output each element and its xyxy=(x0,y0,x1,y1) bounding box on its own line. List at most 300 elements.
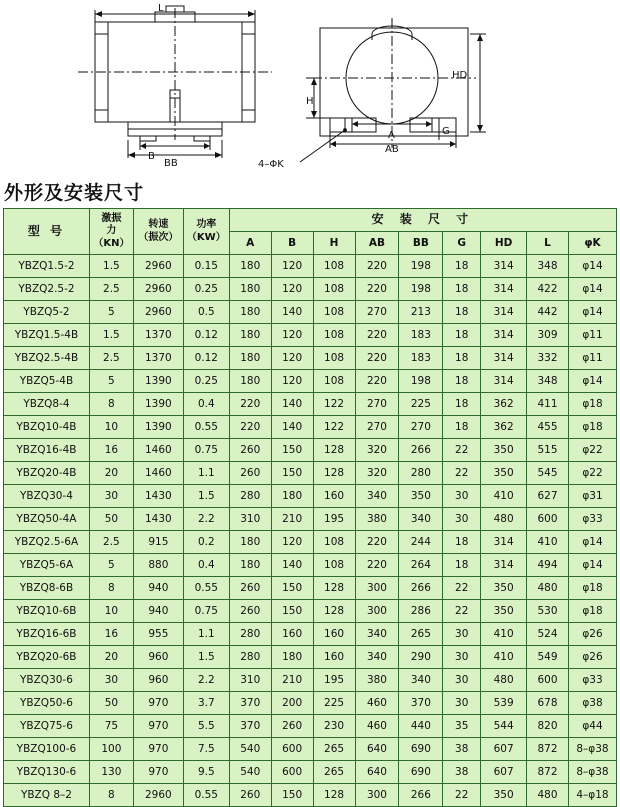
cell-H: 128 xyxy=(313,439,355,462)
cell-A: 180 xyxy=(229,370,271,393)
cell-K: φ11 xyxy=(568,324,616,347)
cell-force: 8 xyxy=(89,577,133,600)
cell-H: 225 xyxy=(313,692,355,715)
cell-H: 160 xyxy=(313,485,355,508)
header-col-G: G xyxy=(443,232,481,255)
cell-AB: 220 xyxy=(355,347,399,370)
cell-L: 422 xyxy=(527,278,569,301)
header-col-B: B xyxy=(271,232,313,255)
cell-H: 108 xyxy=(313,531,355,554)
cell-H: 160 xyxy=(313,646,355,669)
cell-force: 10 xyxy=(89,416,133,439)
cell-model: YBZQ30-4 xyxy=(4,485,90,508)
cell-G: 18 xyxy=(443,416,481,439)
cell-force: 30 xyxy=(89,485,133,508)
cell-power: 0.55 xyxy=(183,416,229,439)
cell-force: 8 xyxy=(89,784,133,807)
cell-B: 120 xyxy=(271,324,313,347)
cell-K: φ22 xyxy=(568,439,616,462)
table-body xyxy=(4,255,617,807)
cell-HD: 314 xyxy=(481,370,527,393)
cell-G: 18 xyxy=(443,531,481,554)
cell-model: YBZQ8-6B xyxy=(4,577,90,600)
header-speed xyxy=(133,209,183,255)
table-row xyxy=(4,531,617,554)
cell-model: YBZQ50-6 xyxy=(4,692,90,715)
table-row xyxy=(4,600,617,623)
cell-force: 2.5 xyxy=(89,531,133,554)
cell-power: 0.4 xyxy=(183,554,229,577)
cell-HD: 539 xyxy=(481,692,527,715)
cell-speed: 2960 xyxy=(133,278,183,301)
cell-AB: 320 xyxy=(355,439,399,462)
cell-speed: 960 xyxy=(133,669,183,692)
cell-K: 8–φ38 xyxy=(568,738,616,761)
header-speed-line1: 转速 xyxy=(148,219,169,230)
cell-K: φ11 xyxy=(568,347,616,370)
cell-AB: 340 xyxy=(355,485,399,508)
cell-speed: 2960 xyxy=(133,255,183,278)
cell-model: YBZQ5-2 xyxy=(4,301,90,324)
header-exciting-force xyxy=(89,209,133,255)
cell-speed: 940 xyxy=(133,577,183,600)
table-row xyxy=(4,784,617,807)
table-row xyxy=(4,416,617,439)
cell-HD: 350 xyxy=(481,439,527,462)
cell-K: 4–φ18 xyxy=(568,784,616,807)
cell-BB: 266 xyxy=(399,577,443,600)
cell-speed: 1390 xyxy=(133,416,183,439)
table-row xyxy=(4,508,617,531)
cell-AB: 300 xyxy=(355,600,399,623)
cell-force: 10 xyxy=(89,600,133,623)
table-row xyxy=(4,715,617,738)
cell-speed: 955 xyxy=(133,623,183,646)
cell-K: φ14 xyxy=(568,531,616,554)
cell-force: 5 xyxy=(89,370,133,393)
cell-BB: 440 xyxy=(399,715,443,738)
cell-H: 108 xyxy=(313,370,355,393)
cell-speed: 970 xyxy=(133,715,183,738)
cell-B: 150 xyxy=(271,784,313,807)
label-L: L xyxy=(158,3,164,14)
cell-H: 195 xyxy=(313,508,355,531)
cell-H: 128 xyxy=(313,462,355,485)
cell-H: 195 xyxy=(313,669,355,692)
cell-L: 348 xyxy=(527,370,569,393)
cell-L: 872 xyxy=(527,761,569,784)
cell-force: 50 xyxy=(89,692,133,715)
cell-A: 220 xyxy=(229,393,271,416)
cell-B: 120 xyxy=(271,370,313,393)
header-force-line2: 力 xyxy=(106,225,117,237)
cell-AB: 220 xyxy=(355,255,399,278)
cell-model: YBZQ30-6 xyxy=(4,669,90,692)
cell-power: 3.7 xyxy=(183,692,229,715)
cell-model: YBZQ2.5-4B xyxy=(4,347,90,370)
table-row xyxy=(4,669,617,692)
dimension-drawing xyxy=(0,0,620,175)
cell-BB: 690 xyxy=(399,738,443,761)
cell-G: 18 xyxy=(443,324,481,347)
cell-model: YBZQ 8–2 xyxy=(4,784,90,807)
cell-L: 872 xyxy=(527,738,569,761)
cell-H: 230 xyxy=(313,715,355,738)
cell-B: 210 xyxy=(271,508,313,531)
cell-B: 120 xyxy=(271,255,313,278)
cell-G: 22 xyxy=(443,439,481,462)
cell-HD: 350 xyxy=(481,577,527,600)
cell-K: φ33 xyxy=(568,508,616,531)
cell-AB: 320 xyxy=(355,462,399,485)
cell-K: φ18 xyxy=(568,577,616,600)
cell-H: 265 xyxy=(313,738,355,761)
cell-L: 600 xyxy=(527,508,569,531)
dimension-table xyxy=(3,208,617,807)
cell-G: 38 xyxy=(443,761,481,784)
cell-force: 20 xyxy=(89,462,133,485)
cell-BB: 270 xyxy=(399,416,443,439)
cell-speed: 970 xyxy=(133,738,183,761)
cell-BB: 244 xyxy=(399,531,443,554)
cell-H: 108 xyxy=(313,554,355,577)
cell-force: 1.5 xyxy=(89,255,133,278)
cell-speed: 1460 xyxy=(133,439,183,462)
cell-force: 100 xyxy=(89,738,133,761)
cell-A: 180 xyxy=(229,347,271,370)
table-row xyxy=(4,301,617,324)
cell-model: YBZQ10-4B xyxy=(4,416,90,439)
cell-L: 627 xyxy=(527,485,569,508)
cell-AB: 460 xyxy=(355,715,399,738)
cell-B: 600 xyxy=(271,761,313,784)
cell-G: 30 xyxy=(443,669,481,692)
section-title: 外形及安装尺寸 xyxy=(4,182,145,204)
cell-B: 140 xyxy=(271,416,313,439)
header-row-1 xyxy=(4,209,617,232)
cell-K: φ14 xyxy=(568,301,616,324)
header-col-HD: HD xyxy=(481,232,527,255)
cell-force: 16 xyxy=(89,439,133,462)
cell-L: 455 xyxy=(527,416,569,439)
cell-G: 18 xyxy=(443,393,481,416)
cell-BB: 266 xyxy=(399,784,443,807)
cell-power: 0.75 xyxy=(183,600,229,623)
label-hole-note: 4–ΦK xyxy=(258,159,284,170)
cell-model: YBZQ10-6B xyxy=(4,600,90,623)
cell-model: YBZQ16-4B xyxy=(4,439,90,462)
cell-H: 108 xyxy=(313,301,355,324)
cell-AB: 270 xyxy=(355,301,399,324)
cell-HD: 314 xyxy=(481,278,527,301)
table-row xyxy=(4,324,617,347)
cell-G: 30 xyxy=(443,692,481,715)
cell-H: 128 xyxy=(313,784,355,807)
label-G: G xyxy=(442,126,450,137)
label-A: A xyxy=(388,130,395,141)
cell-speed: 1370 xyxy=(133,324,183,347)
header-power-line1: 功率 xyxy=(196,219,217,230)
header-power xyxy=(183,209,229,255)
cell-H: 128 xyxy=(313,577,355,600)
drawing-svg xyxy=(0,0,620,175)
cell-model: YBZQ5-6A xyxy=(4,554,90,577)
cell-A: 180 xyxy=(229,278,271,301)
cell-power: 2.2 xyxy=(183,669,229,692)
cell-BB: 225 xyxy=(399,393,443,416)
cell-HD: 350 xyxy=(481,784,527,807)
cell-L: 515 xyxy=(527,439,569,462)
label-BB: BB xyxy=(164,158,178,169)
cell-model: YBZQ130-6 xyxy=(4,761,90,784)
cell-B: 260 xyxy=(271,715,313,738)
cell-BB: 198 xyxy=(399,255,443,278)
cell-G: 18 xyxy=(443,278,481,301)
cell-force: 50 xyxy=(89,508,133,531)
cell-A: 220 xyxy=(229,416,271,439)
cell-force: 20 xyxy=(89,646,133,669)
cell-speed: 960 xyxy=(133,646,183,669)
cell-A: 280 xyxy=(229,485,271,508)
cell-K: φ18 xyxy=(568,393,616,416)
cell-BB: 264 xyxy=(399,554,443,577)
table-row xyxy=(4,646,617,669)
cell-G: 30 xyxy=(443,508,481,531)
cell-BB: 265 xyxy=(399,623,443,646)
cell-B: 150 xyxy=(271,439,313,462)
cell-speed: 970 xyxy=(133,692,183,715)
cell-model: YBZQ1.5-2 xyxy=(4,255,90,278)
cell-power: 0.12 xyxy=(183,347,229,370)
cell-power: 1.1 xyxy=(183,623,229,646)
cell-L: 348 xyxy=(527,255,569,278)
cell-HD: 607 xyxy=(481,761,527,784)
cell-B: 600 xyxy=(271,738,313,761)
cell-model: YBZQ50-4A xyxy=(4,508,90,531)
cell-K: φ33 xyxy=(568,669,616,692)
label-AB: AB xyxy=(385,144,399,155)
cell-power: 0.25 xyxy=(183,370,229,393)
cell-H: 108 xyxy=(313,255,355,278)
cell-G: 30 xyxy=(443,646,481,669)
label-HD: HD xyxy=(452,70,468,81)
cell-BB: 350 xyxy=(399,485,443,508)
cell-HD: 350 xyxy=(481,600,527,623)
header-force-line1: 激振 xyxy=(101,212,122,224)
cell-A: 180 xyxy=(229,301,271,324)
header-col-AB: AB xyxy=(355,232,399,255)
cell-model: YBZQ2.5-2 xyxy=(4,278,90,301)
cell-A: 180 xyxy=(229,255,271,278)
cell-power: 1.5 xyxy=(183,646,229,669)
cell-speed: 940 xyxy=(133,600,183,623)
cell-A: 260 xyxy=(229,462,271,485)
cell-A: 310 xyxy=(229,669,271,692)
cell-L: 678 xyxy=(527,692,569,715)
cell-K: φ38 xyxy=(568,692,616,715)
cell-AB: 640 xyxy=(355,738,399,761)
cell-A: 540 xyxy=(229,761,271,784)
cell-AB: 220 xyxy=(355,531,399,554)
cell-K: 8–φ38 xyxy=(568,761,616,784)
cell-power: 9.5 xyxy=(183,761,229,784)
cell-A: 260 xyxy=(229,784,271,807)
cell-power: 0.2 xyxy=(183,531,229,554)
header-col-K: φK xyxy=(568,232,616,255)
cell-K: φ31 xyxy=(568,485,616,508)
cell-force: 75 xyxy=(89,715,133,738)
cell-K: φ18 xyxy=(568,416,616,439)
cell-power: 1.5 xyxy=(183,485,229,508)
cell-force: 130 xyxy=(89,761,133,784)
cell-L: 820 xyxy=(527,715,569,738)
cell-model: YBZQ75-6 xyxy=(4,715,90,738)
cell-power: 0.12 xyxy=(183,324,229,347)
cell-BB: 183 xyxy=(399,324,443,347)
cell-A: 280 xyxy=(229,646,271,669)
cell-L: 309 xyxy=(527,324,569,347)
cell-AB: 340 xyxy=(355,623,399,646)
cell-AB: 220 xyxy=(355,324,399,347)
cell-A: 260 xyxy=(229,577,271,600)
cell-G: 18 xyxy=(443,370,481,393)
cell-power: 0.4 xyxy=(183,393,229,416)
cell-G: 22 xyxy=(443,462,481,485)
cell-AB: 220 xyxy=(355,370,399,393)
cell-HD: 410 xyxy=(481,485,527,508)
cell-force: 5 xyxy=(89,301,133,324)
cell-G: 18 xyxy=(443,554,481,577)
cell-speed: 2960 xyxy=(133,301,183,324)
cell-B: 150 xyxy=(271,462,313,485)
cell-G: 18 xyxy=(443,347,481,370)
cell-HD: 314 xyxy=(481,255,527,278)
cell-HD: 544 xyxy=(481,715,527,738)
label-B: B xyxy=(148,151,155,162)
cell-H: 108 xyxy=(313,324,355,347)
cell-G: 18 xyxy=(443,255,481,278)
cell-G: 22 xyxy=(443,600,481,623)
cell-HD: 314 xyxy=(481,324,527,347)
cell-L: 442 xyxy=(527,301,569,324)
cell-BB: 340 xyxy=(399,508,443,531)
table-head xyxy=(4,209,617,255)
cell-power: 0.55 xyxy=(183,577,229,600)
cell-HD: 362 xyxy=(481,393,527,416)
cell-speed: 1390 xyxy=(133,370,183,393)
cell-BB: 340 xyxy=(399,669,443,692)
cell-B: 180 xyxy=(271,485,313,508)
header-model: 型 号 xyxy=(4,209,90,255)
header-speed-line2: （振次） xyxy=(138,231,179,243)
header-col-H: H xyxy=(313,232,355,255)
table-row xyxy=(4,738,617,761)
cell-BB: 690 xyxy=(399,761,443,784)
header-power-line2: （KW） xyxy=(186,231,226,243)
cell-K: φ44 xyxy=(568,715,616,738)
cell-force: 1.5 xyxy=(89,324,133,347)
cell-HD: 480 xyxy=(481,508,527,531)
cell-L: 480 xyxy=(527,784,569,807)
cell-L: 480 xyxy=(527,577,569,600)
table-row xyxy=(4,761,617,784)
cell-speed: 970 xyxy=(133,761,183,784)
cell-H: 128 xyxy=(313,600,355,623)
table-row xyxy=(4,692,617,715)
cell-A: 180 xyxy=(229,554,271,577)
cell-power: 5.5 xyxy=(183,715,229,738)
cell-BB: 290 xyxy=(399,646,443,669)
cell-HD: 350 xyxy=(481,462,527,485)
cell-H: 265 xyxy=(313,761,355,784)
cell-A: 260 xyxy=(229,439,271,462)
cell-HD: 410 xyxy=(481,623,527,646)
cell-H: 108 xyxy=(313,347,355,370)
cell-model: YBZQ20-4B xyxy=(4,462,90,485)
cell-G: 22 xyxy=(443,577,481,600)
header-col-A: A xyxy=(229,232,271,255)
cell-A: 260 xyxy=(229,600,271,623)
cell-H: 160 xyxy=(313,623,355,646)
cell-BB: 286 xyxy=(399,600,443,623)
cell-B: 140 xyxy=(271,393,313,416)
cell-HD: 314 xyxy=(481,347,527,370)
cell-B: 180 xyxy=(271,646,313,669)
cell-power: 0.15 xyxy=(183,255,229,278)
cell-G: 22 xyxy=(443,784,481,807)
cell-AB: 340 xyxy=(355,646,399,669)
table-row xyxy=(4,255,617,278)
cell-speed: 1390 xyxy=(133,393,183,416)
cell-B: 200 xyxy=(271,692,313,715)
cell-K: φ14 xyxy=(568,554,616,577)
cell-K: φ26 xyxy=(568,623,616,646)
cell-AB: 300 xyxy=(355,784,399,807)
cell-AB: 380 xyxy=(355,508,399,531)
cell-speed: 880 xyxy=(133,554,183,577)
table-row xyxy=(4,278,617,301)
cell-L: 410 xyxy=(527,531,569,554)
header-mounting-dimensions: 安 装 尺 寸 xyxy=(229,209,616,232)
cell-force: 30 xyxy=(89,669,133,692)
cell-B: 140 xyxy=(271,554,313,577)
cell-K: φ22 xyxy=(568,462,616,485)
cell-G: 38 xyxy=(443,738,481,761)
cell-power: 7.5 xyxy=(183,738,229,761)
cell-L: 411 xyxy=(527,393,569,416)
cell-K: φ14 xyxy=(568,370,616,393)
cell-A: 370 xyxy=(229,715,271,738)
table-row xyxy=(4,554,617,577)
cell-speed: 2960 xyxy=(133,784,183,807)
cell-HD: 607 xyxy=(481,738,527,761)
cell-L: 524 xyxy=(527,623,569,646)
cell-BB: 213 xyxy=(399,301,443,324)
cell-HD: 362 xyxy=(481,416,527,439)
cell-AB: 220 xyxy=(355,278,399,301)
cell-power: 0.75 xyxy=(183,439,229,462)
table-row xyxy=(4,370,617,393)
cell-K: φ14 xyxy=(568,255,616,278)
cell-B: 150 xyxy=(271,577,313,600)
cell-HD: 314 xyxy=(481,301,527,324)
cell-B: 160 xyxy=(271,623,313,646)
cell-G: 30 xyxy=(443,485,481,508)
cell-B: 120 xyxy=(271,347,313,370)
cell-AB: 300 xyxy=(355,577,399,600)
cell-A: 180 xyxy=(229,324,271,347)
cell-speed: 915 xyxy=(133,531,183,554)
